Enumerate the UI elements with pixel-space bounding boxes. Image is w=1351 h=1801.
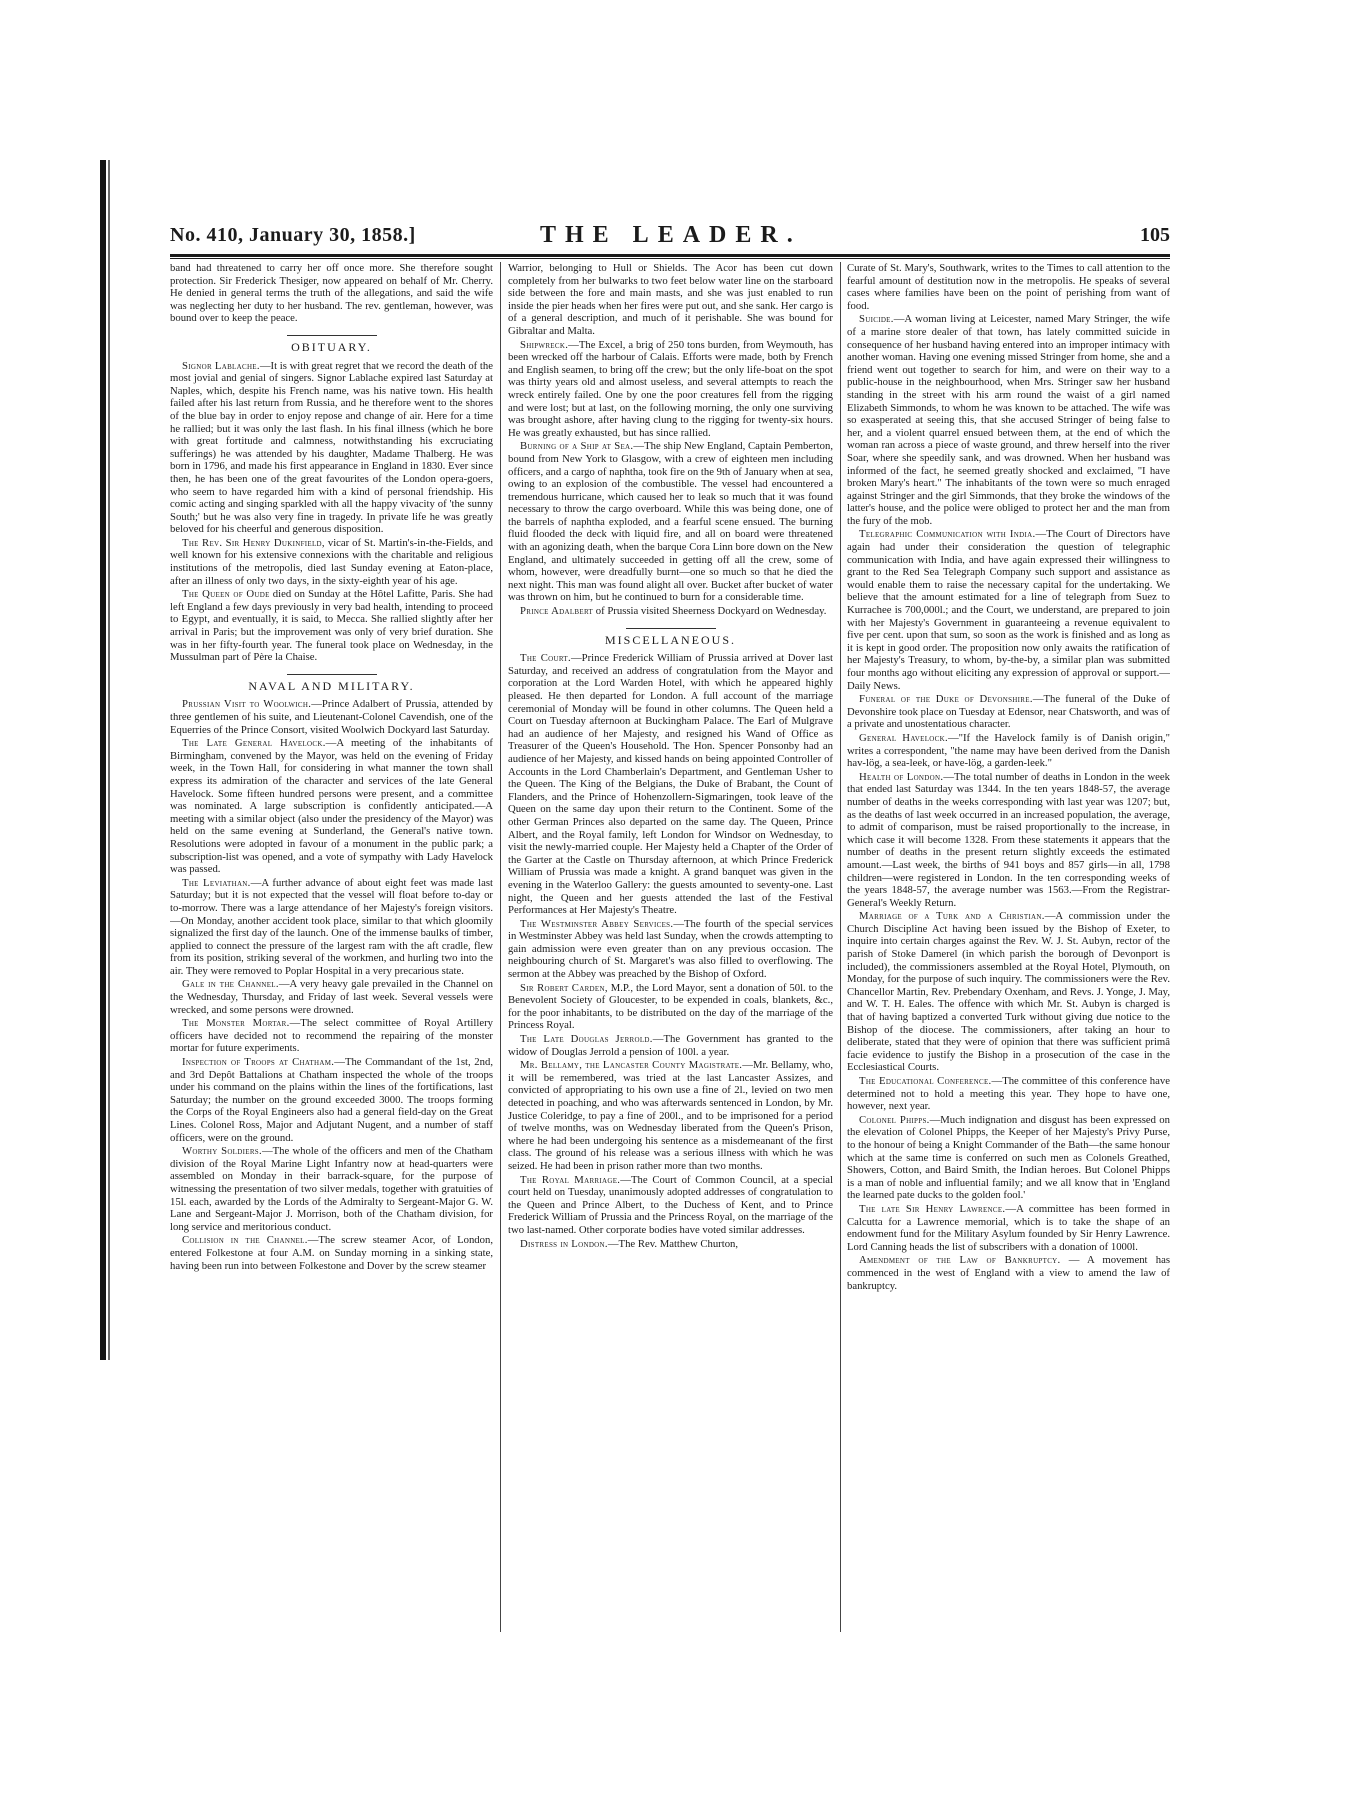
article-paragraph: Health of London.—The total number of deaths in London in the week that ended last Saturday was 1344. In the ten years 1848-57, the average number of deaths in the weeks corresponding with last year was 1207; but, as the deaths of last week occurred in an increased population, the average, to admit of comparison, must be raised proportionally to the increase, in which case it will become 1328. From these statements it appears that the number of deaths in the present return slightly exceeds the estimated amount.—Last week, the births of 941 boys and 857 girls—in all, 1798 children—were registered in London. In the ten corresponding weeks of the years 1848-57, the average number was 1563.—From the Registrar-General's Weekly Return. (847, 770, 1170, 909)
article-paragraph: Inspection of Troops at Chatham.—The Commandant of the 1st, 2nd, and 3rd Depôt Battalions at Chatham inspected the whole of the troops under his command on the plains within the lines of the fortifications, last Saturday; the number on the ground exceeded 3000. The troops forming the Corps of the Royal Engineers also had a general field-day on the Great Lines. Colonel Ross, Major and Adjutant Nugent, and a number of staff officers, were on the ground. (170, 1056, 493, 1144)
article-paragraph: Collision in the Channel.—The screw steamer Acor, of London, entered Folkestone at four A.M. on Sunday morning in a sinking state, having been run into between Folkestone and Dover by the screw steamer (170, 1234, 493, 1272)
article-paragraph: Telegraphic Communication with India.—The Court of Directors have again had under their consideration the question of telegraphic communication with India, and have again expressed their willingness to grant to the Red Sea Telegraph Company such support and assistance as would enable them to raise the necessary capital for the undertaking. We believe that the amount estimated for a line of telegraph from Suez to Kurrachee is 700,000l.; and the Court, we understand, are prepared to join with her Majesty's Government in guaranteeing a revenue equivalent to five per cent. upon that sum, so soon as the work is finished and as long as it is kept in good order. The proposition now only awaits the ratification of her Majesty's Treasury, to whom, by-the-by, a similar plan was submitted four months ago without eliciting any expression of approval or support.—Daily News. (847, 528, 1170, 692)
article-paragraph: The late Sir Henry Lawrence.—A committee has been formed in Calcutta for a Lawrence memorial, which is to take the shape of an endowment fund for the Military Asylum founded by Sir Henry Lawrence. Lord Canning heads the list of subscribers with a donation of 1000l. (847, 1202, 1170, 1253)
article-paragraph: Curate of St. Mary's, Southwark, writes to the Times to call attention to the fearful amount of destitution now in the metropolis. He speaks of several cases where families have been on the point of perishing from want of food. (847, 262, 1170, 312)
article-paragraph: Funeral of the Duke of Devonshire.—The funeral of the Duke of Devonshire took place on Tuesday at Edensor, near Chatsworth, and was of a private and unostentatious character. (847, 693, 1170, 731)
article-paragraph: The Leviathan.—A further advance of about eight feet was made last Saturday; but it is not expected that the vessel will float before to-day or to-morrow. There was a large attendance of her Majesty's foreign visitors. —On Monday, another accident took place, similar to that which gloomily signalized the first day of the launch. One of the immense baulks of timber, applied to connect the pressure of the largest ram with the aft cradle, flew from its position, striking several of the workmen, and hurling two into the air. They were removed to Poplar Hospital in a very precarious state. (170, 876, 493, 977)
article-paragraph: The Late Douglas Jerrold.—The Government has granted to the widow of Douglas Jerrold a pension of 100l. a year. (508, 1033, 833, 1058)
article-paragraph: Gale in the Channel.—A very heavy gale prevailed in the Channel on the Wednesday, Thursday, and Friday of last week. Several vessels were wrecked, and some persons were drowned. (170, 978, 493, 1016)
article-paragraph: The Monster Mortar.—The select committee of Royal Artillery officers have decided not to recommend the repairing of the monster mortar for future experiments. (170, 1017, 493, 1055)
article-paragraph: The Rev. Sir Henry Dukinfield, vicar of St. Martin's-in-the-Fields, and well known for his extensive connexions with the charitable and religious institutions of the metropolis, died last Sunday evening at Eaton-place, after an illness of only two days, in the sixty-eighth year of his age. (170, 536, 493, 587)
article-paragraph: Marriage of a Turk and a Christian.—A commission under the Church Discipline Act having been issued by the Bishop of Exeter, to inquire into certain charges against the Rev. W. J. St. Aubyn, rector of the parish of Stoke Damerel (in which parish the borough of Devonport is included), the commissioners assembled at the Royal Hotel, Plymouth, on Monday, for the purpose of such inquiry. The commissioners were the Rev. Chancellor Martin, Rev. Prebendary Oxenham, and Revs. J. Yonge, J. May, and W. T. H. Eales. The offence with which Mr. St. Aubyn is charged is that of having baptized a converted Turk without giving due notice to the Bishop of the diocese. The commissioners, after taking an hour to deliberate, stated that they were of opinion that there was sufficient primâ facie evidence to justify the Bishop in a prosecution of the case in the Ecclesiastical Courts. (847, 910, 1170, 1074)
column-divider (500, 262, 501, 1632)
issue-line: No. 410, January 30, 1858.] (170, 224, 416, 246)
article-paragraph: The Royal Marriage.—The Court of Common Council, at a special court held on Tuesday, unanimously adopted addresses of congratulation to the Queen and Prince Albert, to the Duchess of Kent, and to Prince Frederick William of Prussia and the Princess Royal, on the marriage of the two last-named. Other corporate bodies have voted similar addresses. (508, 1173, 833, 1236)
column-1 (170, 262, 493, 1642)
article-paragraph: The Westminster Abbey Services.—The fourth of the special services in Westminster Abbey was held last Sunday, when the crowds attempting to gain admission were even greater than on any previous occasion. The neighbouring church of St. Margaret's was also filled to overflowing. The sermon at the Abbey was preached by the Bishop of Oxford. (508, 917, 833, 981)
article-paragraph: Shipwreck.—The Excel, a brig of 250 tons burden, from Weymouth, has been wrecked off the harbour of Calais. Efforts were made, both by French and English seamen, to bring off the crew; but the only life-boat on the spot was thirty years old and almost useless, and several attempts to reach the wreck entirely failed. One by one the poor creatures fell from the rigging and were lost; but at last, on the following morning, the only one surviving was brought ashore, after having clung to the rigging for twenty-six hours. He was greatly exhausted, but has since rallied. (508, 338, 833, 439)
section-heading: MISCELLANEOUS. (508, 628, 833, 647)
section-heading: OBITUARY. (170, 335, 493, 354)
article-paragraph: Distress in London.—The Rev. Matthew Churton, (520, 1237, 739, 1250)
binding-edge-shadow (108, 160, 110, 1360)
article-paragraph: Signor Lablache.—It is with great regret that we record the death of the most jovial and genial of singers. Signor Lablache expired last Saturday at Naples, which, despite his French name, was his native town. His health failed after his last return from Russia, and he therefore went to the shores of the blue bay in order to enjoy repose and change of air. Here for a time he rallied; but it was only the last flash. In his final illness (which he bore with great fortitude and calmness, notwithstanding his excruciating sufferings) he was attended by his daughter, Madame Thalberg. He was born in 1796, and made his first appearance in England in 1830. Ever since then, he has been one of the great favourites of the London opera-goers, who seem to have regarded him with a kind of personal friendship. His comic acting and singing sparkled with all the happy vivacity of 'the sunny South;' but he was also very fine in tragedy. In private life he was greatly beloved for his cheerful and generous disposition. (170, 359, 493, 536)
masthead-title: THE LEADER. (540, 222, 802, 248)
page-number: 105 (1140, 224, 1170, 246)
article-paragraph: Amendment of the Law of Bankruptcy. — A movement has commenced in the west of England with a view to amend the law of bankruptcy. (847, 1254, 1170, 1292)
section-heading: NAVAL AND MILITARY. (170, 674, 493, 693)
article-paragraph: General Havelock.—"If the Havelock family is of Danish origin," writes a correspondent, "the name may have been derived from the Danish hav-lög, a sea-leek, or have-lög, a garden-leek." (847, 731, 1170, 770)
article-paragraph: The Educational Conference.—The committee of this conference have determined not to hold a meeting this year. They hope to have one, however, next year. (847, 1075, 1170, 1113)
article-paragraph: The Queen of Oude died on Sunday at the Hôtel Lafitte, Paris. She had left England a few days previously in very bad health, intending to proceed to Egypt, and eventually, it is said, to Mecca. She rallied slightly after her arrival in Paris; but the improvement was only of very brief duration. She was in her fifty-fourth year. The funeral took place on Wednesday, in the Mussulman part of Père la Chaise. (170, 588, 493, 664)
article-paragraph: Warrior, belonging to Hull or Shields. The Acor has been cut down completely from her bulwarks to two feet below water line on the starboard side between the fore and main masts, and she was just enabled to run inside the pier heads when her fires were put out, and she sank. Her cargo is of a general description, and much of it perishable. She was bound for Gibraltar and Malta. (508, 262, 833, 337)
column-3 (847, 262, 1170, 1642)
article-paragraph: band had threatened to carry her off once more. She therefore sought protection. Sir Frederick Thesiger, now appeared on behalf of Mr. Cherry. He denied in general terms the truth of the allegations, and said the wife was neglecting her duty to her husband. The rev. gentleman, however, was bound over to keep the peace. (170, 262, 493, 325)
page-header (170, 224, 1170, 256)
article-paragraph: The Late General Havelock.—A meeting of the inhabitants of Birmingham, convened by the Mayor, was held on the evening of Friday week, in the Town Hall, for considering in what manner the town shall express its admiration of the character and services of the late General Havelock. Some fifteen hundred persons were present, and a committee was nominated. A large subscription is confidently anticipated.—A meeting with a similar object (also under the presidency of the Mayor) was held on the same evening at Sunderland, the General's native town. Resolutions were adopted in favour of a monument in the public park; a subscription-list was opened, and a vote of sympathy with Lady Havelock was passed. (170, 737, 493, 876)
header-rule-thin (170, 258, 1170, 259)
article-paragraph: The Court.—Prince Frederick William of Prussia arrived at Dover last Saturday, and received an address of congratulation from the Mayor and corporation at the Lord Warden Hotel, with which he appeared highly pleased. He then departed for London. A full account of the marriage ceremonial of Monday will be found in other columns. The Queen held a Court on Tuesday afternoon at Buckingham Palace. The Earl of Mulgrave had an audience of her Majesty, and resigned his Wand of Office as Treasurer of the Queen's Household. The Hon. Spencer Ponsonby had an audience of her Majesty, and kissed hands on being appointed Controller of Accounts in the Lord Chamberlain's Department, and Gentleman Usher to the Queen. The King of the Belgians, the Duke of Brabant, the Count of Flanders, and the Prince of Hohenzollern-Sigmaringen, took leave of the Queen on the same day upon their return to the Continent. Some of the other German Princes also departed on the same day. The Queen, Prince Albert, and the Royal family, left London for Windsor on Wednesday, to visit the newly-married couple. Her Majesty held a Chapter of the Order of the Garter at the Castle on Thursday afternoon, at which Prince Frederick William of Prussia was made a knight. A grand banquet was given in the evening in the Waterloo Gallery: the guests amounted to seventy-one. Last night, the Queen and her guests attended the last of the Festival Performances at Her Majesty's Theatre. (508, 652, 833, 917)
header-rule (170, 254, 1170, 257)
binding-edge (100, 160, 106, 1360)
article-paragraph: Prince Adalbert of Prussia visited Sheerness Dockyard on Wednesday. (520, 605, 827, 618)
article-paragraph: Colonel Phipps.—Much indignation and disgust has been expressed on the elevation of Colonel Phipps, the Keeper of her Majesty's Privy Purse, to the honour of being a Knight Commander of the Bath—the same honour which at the same time is conferred on such men as Colonels Greathed, Showers, Cotton, and Baird Smith, the Indian heroes. But Colonel Phipps is a man of noble and influential family; and we all know that in 'England the learned pate ducks to the golden fool.' (847, 1113, 1170, 1202)
article-paragraph: Sir Robert Carden, M.P., the Lord Mayor, sent a donation of 50l. to the Benevolent Society of Gloucester, to be expended in coals, blankets, &c., for the poor inhabitants, to be distributed on the day of the marriage of the Princess Royal. (508, 981, 833, 1032)
article-paragraph: Worthy Soldiers.—The whole of the officers and men of the Chatham division of the Royal Marine Light Infantry now at head-quarters were assembled on Monday in their barrack-square, for the purpose of witnessing the presentation of two silver medals, together with gratuities of 15l. each, awarded by the Lords of the Admiralty to Sergeant-Major G. W. Lane and Sergeant-Major J. Morrison, both of the Chatham division, for long service and meritorious conduct. (170, 1145, 493, 1233)
article-paragraph: Suicide.—A woman living at Leicester, named Mary Stringer, the wife of a marine store dealer of that town, has lately committed suicide in consequence of her husband having entered into an improper intimacy with another woman. Having one evening missed Stringer from home, she and a friend went out together to search for him, and were on their way to a public-house in the neighbourhood, when Mrs. Stringer saw her husband standing in the street with his arm round the waist of a girl named Elizabeth Simmonds, to whom he was known to be attached. The wife was so exasperated at seeing this, that she accused Stringer of being false to her, and a violent quarrel ensued between them, at the end of which the woman ran across a piece of waste ground, and threw herself into the river Soar, where she speedily sank, and was drowned. When her husband was informed of the fact, he seemed greatly shocked and exclaimed, "I have broken Mary's heart." The inhabitants of the town were so much enraged against Stringer and the girl Simmonds, that they broke the windows of the latter's house, and the police were obliged to protect her and the man from the fury of the mob. (847, 313, 1170, 527)
article-paragraph: Prussian Visit to Woolwich.—Prince Adalbert of Prussia, attended by three gentlemen of his suite, and Lieutenant-Colonel Cavendish, one of the Equerries of the Prince Consort, visited Woolwich Dockyard last Saturday. (170, 698, 493, 736)
article-paragraph: Mr. Bellamy, the Lancaster County Magistrate.—Mr. Bellamy, who, it will be remembered, was tried at the last Lancaster Assizes, and convicted of appropriating to his own use a fine of 2l., levied on two men detected in poaching, and who was afterwards sentenced in London, by Mr. Justice Coleridge, to pay a fine of 200l., and to be imprisoned for a period of twelve months, was on Wednesday liberated from the Queen's Prison, where he had been undergoing his sentence as a misdemeanant of the first class. The ground of his release was a serious illness with which he was seized. He had been in prison rather more than two months. (508, 1059, 833, 1172)
column-2 (508, 262, 833, 1642)
column-divider (840, 262, 841, 1632)
article-paragraph: Burning of a Ship at Sea.—The ship New England, Captain Pemberton, bound from New York to Glasgow, with a crew of eighteen men including officers, and a cargo of naphtha, took fire on the 9th of January when at sea, owing to an explosion of the combustible. The vessel had encountered a tremendous hurricane, which caused her to leak so much that it was found necessary to throw the cargo overboard. While this was being done, one of the barrels of naphtha exploded, and a fearful scene ensued. The burning fluid flooded the deck with liquid fire, and all on board were threatened with an agonizing death, when the barque Cora Linn bore down on the New England, and ultimately succeeded in getting off all the crew, some of whom, however, were dreadfully burnt—one so much so that he died the next night. This man was found alight all over. Bucket after bucket of water was thrown on him, but he continued to burn for a considerable time. (508, 440, 833, 604)
